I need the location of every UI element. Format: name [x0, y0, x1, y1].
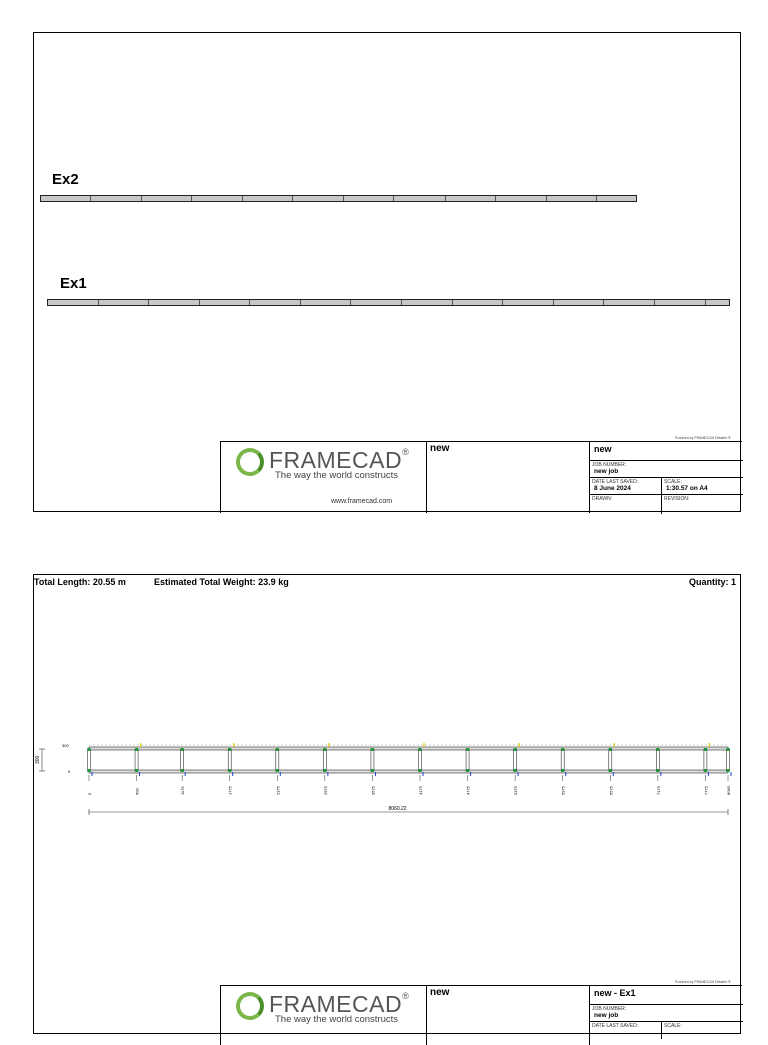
stud-bottom-marker [418, 769, 421, 772]
frame-label-ex1: Ex1 [60, 275, 87, 292]
frame-label-ex2: Ex2 [52, 171, 79, 188]
overall-dimension-label: 8060.22 [388, 806, 407, 812]
station-label: 7175 [655, 786, 661, 795]
stud [323, 749, 326, 771]
station-label: 2375 [275, 786, 281, 795]
stud-top-marker [418, 748, 421, 751]
powered-by-note: Powered by FRAMECAD Detailer ® [675, 436, 731, 440]
stud-bottom-marker [609, 769, 612, 772]
stud-top-marker [228, 748, 231, 751]
stud-bottom-marker [135, 769, 138, 772]
stud-top-marker [371, 748, 374, 751]
stud-top-marker [704, 748, 707, 751]
station-label: 3575 [370, 786, 376, 795]
title-info-grid [590, 986, 742, 1045]
stud [514, 749, 517, 771]
stud-top-marker [466, 748, 469, 751]
title-block [220, 985, 742, 1045]
stud [181, 749, 184, 771]
stud-bottom-marker [181, 769, 184, 772]
stud-top-marker [88, 748, 91, 751]
quantity: Quantity: 1 [688, 577, 736, 587]
stud [276, 749, 279, 771]
station-label: 0 [87, 792, 92, 795]
sheet-layout [33, 32, 741, 512]
total-weight: Estimated Total Weight: 23.9 kg [154, 577, 289, 587]
station-label: 4775 [465, 786, 471, 795]
revision-label: REVISION: [664, 496, 690, 502]
stud-bottom-marker [276, 769, 279, 772]
job-number-label: JOB NUMBER: [592, 462, 627, 468]
job-number-label: JOB NUMBER: [592, 1006, 627, 1012]
stud [371, 749, 374, 771]
stud-top-marker [609, 748, 612, 751]
drawing-name-cell [427, 986, 590, 1045]
framecad-ring-icon [236, 448, 264, 476]
drawn-label: DRAWN: [592, 496, 613, 502]
stud-top-marker [514, 748, 517, 751]
station-label: 8060 [726, 786, 731, 795]
stud [727, 749, 730, 771]
stud-bottom-marker [704, 769, 707, 772]
stud-bottom-marker [561, 769, 564, 772]
stud [88, 749, 91, 771]
stud [704, 749, 707, 771]
station-label: 5375 [513, 786, 519, 795]
framecad-logo: FRAMECAD® The way the world constructs [221, 986, 427, 1045]
stud-top-marker [276, 748, 279, 751]
stud-bottom-marker [656, 769, 659, 772]
stud [656, 749, 659, 771]
logo-brand: FRAMECAD [269, 447, 403, 473]
top-reference-label: 300 [62, 743, 69, 748]
stud-bottom-marker [514, 769, 517, 772]
sheet-frame-detail [33, 574, 741, 1034]
station-label: 7775 [703, 786, 709, 795]
job-number: new job [594, 1012, 619, 1019]
powered-by-note: Powered by FRAMECAD Detailer ® [675, 980, 731, 984]
stud-bottom-marker [88, 769, 91, 772]
date-label: DATE LAST SAVED: [592, 479, 639, 485]
stud [609, 749, 612, 771]
stud-bottom-marker [323, 769, 326, 772]
total-length: Total Length: 20.55 m [34, 577, 126, 587]
website-url: www.framecad.com [331, 498, 393, 505]
framecad-logo: FRAMECAD® The way the world constructs www.framecad.com [221, 442, 427, 513]
logo-brand: FRAMECAD [269, 991, 403, 1017]
job-number: new job [594, 468, 619, 475]
stud [561, 749, 564, 771]
station-label: 600 [134, 788, 140, 795]
scale-label: SCALE: [664, 479, 682, 485]
station-label: 2975 [322, 786, 328, 795]
logo-tagline: The way the world constructs [275, 470, 399, 481]
stud [135, 749, 138, 771]
date-saved: 8 June 2024 [594, 485, 631, 492]
stud-top-marker [727, 748, 730, 751]
project-name: new - Ex1 [594, 988, 636, 998]
date-label: DATE LAST SAVED: [592, 1023, 639, 1029]
framecad-ring-icon [236, 992, 264, 1020]
logo-tagline: The way the world constructs [275, 1014, 399, 1025]
top-plate [89, 747, 728, 750]
stud-top-marker [656, 748, 659, 751]
stud-bottom-marker [371, 769, 374, 772]
scale-label: SCALE: [664, 1023, 682, 1029]
stud-bottom-marker [228, 769, 231, 772]
scale-value: 1:30.57 on A4 [666, 485, 708, 492]
drawing-name-cell [427, 442, 590, 513]
stud-bottom-marker [727, 769, 730, 772]
station-label: 4175 [417, 786, 423, 795]
stud-top-marker [561, 748, 564, 751]
stud [418, 749, 421, 771]
drawing-name: new [430, 987, 450, 998]
frame-ex1-detail-drawing[interactable] [34, 725, 742, 985]
project-name: new [594, 444, 612, 454]
station-label: 6575 [608, 786, 614, 795]
stud [466, 749, 469, 771]
station-label: 1775 [227, 786, 233, 795]
frame-ex1-elevation[interactable] [47, 299, 730, 306]
station-label: 5975 [560, 786, 566, 795]
title-block [220, 441, 742, 513]
stud-bottom-marker [466, 769, 469, 772]
stud-top-marker [135, 748, 138, 751]
stud-top-marker [323, 748, 326, 751]
frame-ex2-elevation[interactable] [40, 195, 637, 202]
station-label: 1175 [180, 786, 186, 795]
drawing-name: new [430, 443, 450, 454]
title-info-grid [590, 442, 742, 513]
bottom-reference-label: 0 [68, 769, 71, 774]
stud [228, 749, 231, 771]
stud-top-marker [181, 748, 184, 751]
height-dimension-label: 300 [35, 755, 41, 764]
